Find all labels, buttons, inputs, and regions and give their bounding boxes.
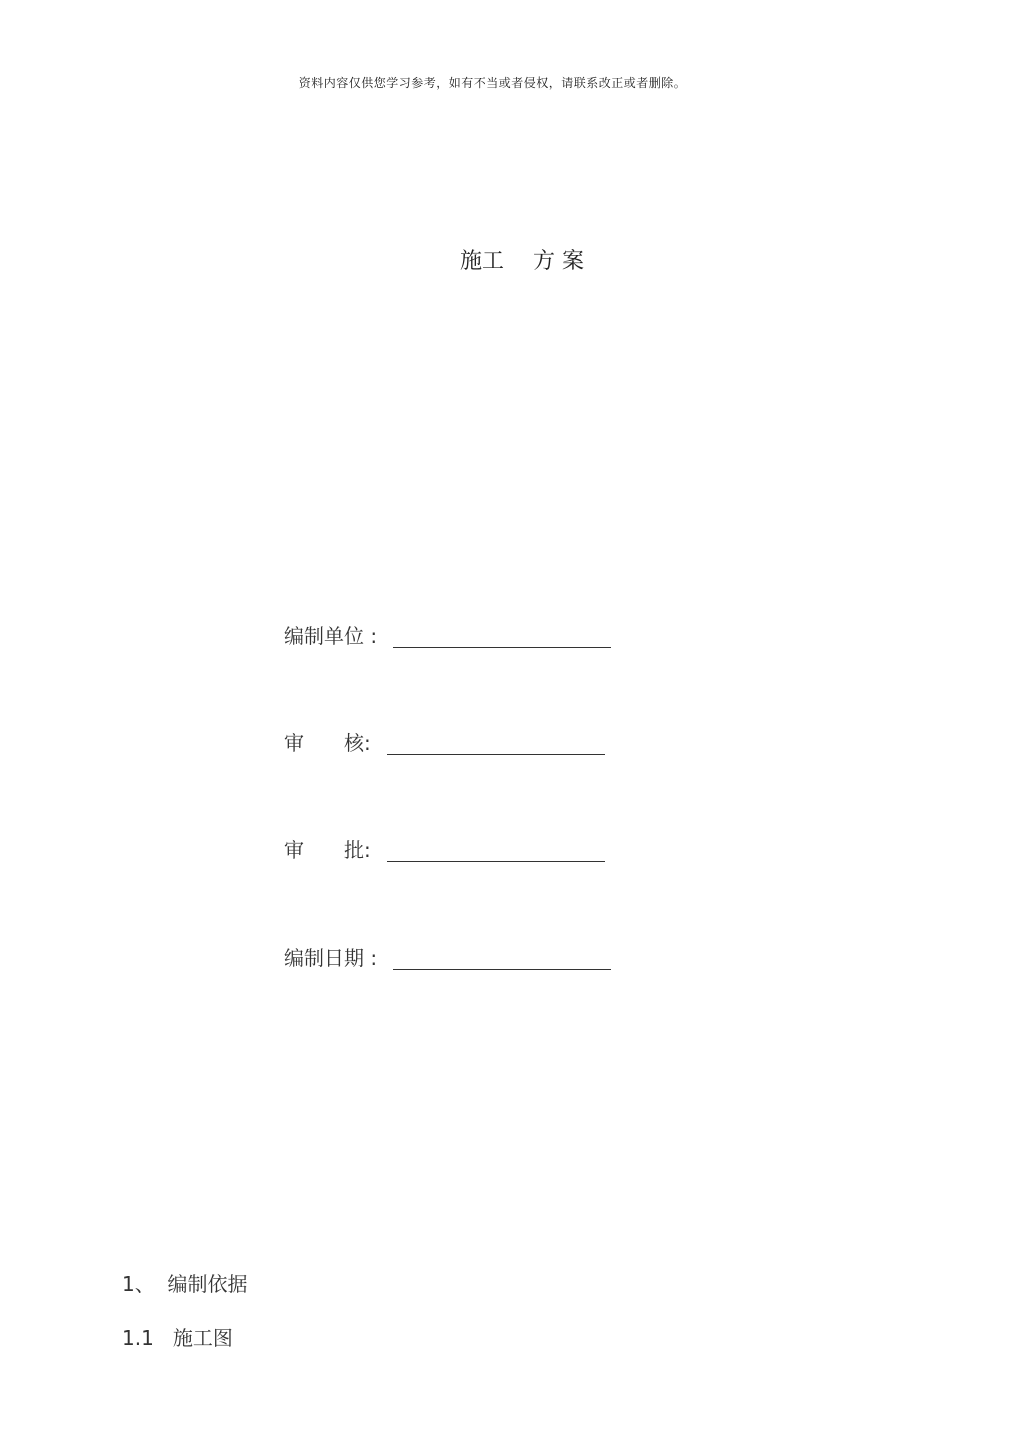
field-label-compiling-unit: 编制单位 : — [284, 624, 378, 648]
blank-line-approve[interactable] — [387, 839, 605, 862]
field-approve — [284, 832, 605, 862]
disclaimer-text: 资料内容仅供您学习参考，如有不当或者侵权，请联系改正或者删除。 — [298, 76, 687, 90]
section-heading-1-1: 1.1 施工图 — [122, 1326, 233, 1350]
field-review — [284, 725, 605, 755]
field-compile-date — [284, 940, 611, 970]
blank-line-compiling-unit[interactable] — [393, 625, 611, 648]
section-heading-1: 1、 编制依据 — [122, 1272, 248, 1296]
blank-line-compile-date[interactable] — [393, 947, 611, 970]
field-compiling-unit — [284, 618, 611, 648]
blank-line-review[interactable] — [387, 732, 605, 755]
document-title: 施工 方 案 — [460, 249, 584, 274]
field-label-approve: 审 批: — [284, 838, 371, 862]
field-label-review: 审 核: — [284, 731, 371, 755]
field-label-compile-date: 编制日期 : — [284, 946, 378, 970]
